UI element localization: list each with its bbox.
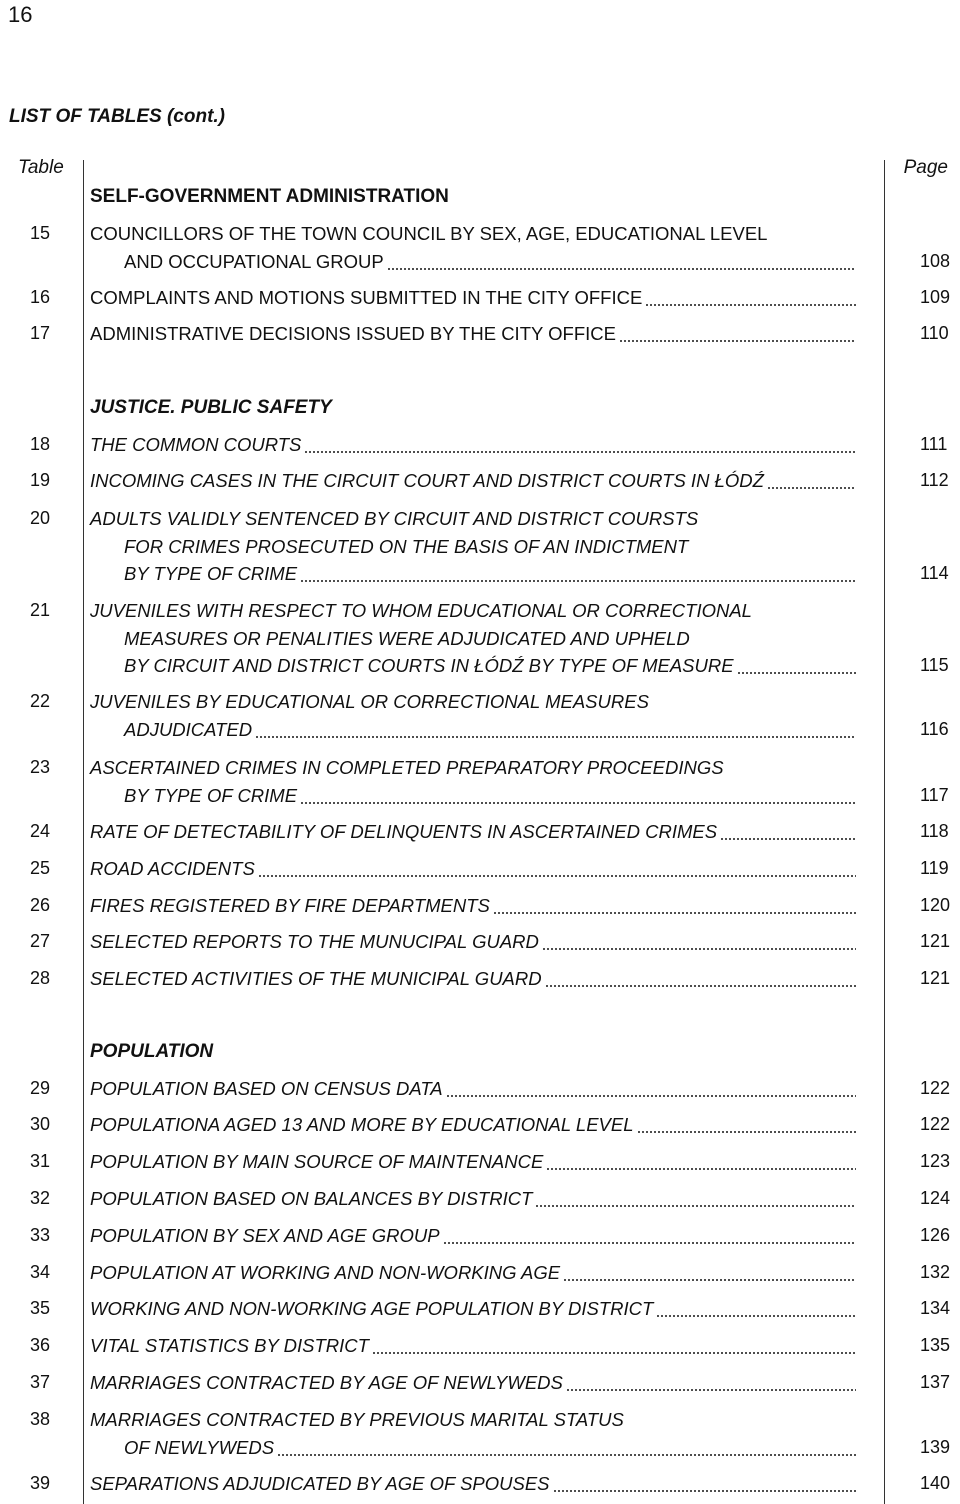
- entry-title-line[interactable]: ADJUDICATED: [124, 718, 253, 740]
- entry-title-line[interactable]: BY TYPE OF CRIME: [124, 563, 298, 584]
- table-number: 31: [30, 1151, 51, 1171]
- entry-title-line[interactable]: SELECTED REPORTS TO THE MUNUCIPAL GUARD: [90, 931, 539, 952]
- entry-title-line[interactable]: THE COMMON COURTS: [90, 434, 302, 455]
- document-title: LIST OF TABLES (cont.): [9, 106, 226, 127]
- table-number: 20: [30, 508, 51, 528]
- table-number: 27: [30, 931, 51, 951]
- section-title: POPULATION: [90, 1041, 214, 1062]
- entry-title-line[interactable]: WORKING AND NON-WORKING AGE POPULATION BY DISTRICT: [90, 1298, 654, 1319]
- page-reference[interactable]: 132: [920, 1262, 951, 1282]
- page-reference[interactable]: 124: [920, 1188, 951, 1208]
- table-number: 32: [30, 1188, 51, 1208]
- table-number: 24: [30, 821, 51, 841]
- dot-leader: [637, 1131, 856, 1133]
- entry-title-line[interactable]: ADULTS VALIDLY SENTENCED BY CIRCUIT AND DISTRICT COURSTS: [90, 508, 699, 529]
- table-number: 35: [30, 1298, 51, 1318]
- dot-leader: [277, 1454, 856, 1456]
- entry-title-line[interactable]: ROAD ACCIDENTS: [90, 858, 255, 879]
- table-number: 18: [30, 434, 51, 454]
- page-reference[interactable]: 140: [920, 1473, 951, 1493]
- dot-leader: [767, 487, 856, 489]
- entry-title-line[interactable]: COMPLAINTS AND MOTIONS SUBMITTED IN THE CITY OFFICE: [90, 287, 643, 308]
- entry-title-line[interactable]: VITAL STATISTICS BY DISTRICT: [90, 1335, 369, 1356]
- table-number: 34: [30, 1262, 51, 1282]
- table-number: 23: [30, 757, 51, 777]
- entry-title-line[interactable]: POPULATION BY SEX AND AGE GROUP: [90, 1225, 440, 1246]
- dot-leader: [645, 304, 856, 306]
- page-reference[interactable]: 112: [920, 470, 949, 490]
- entry-title-line[interactable]: JUVENILES BY EDUCATIONAL OR CORRECTIONAL MEASURES: [90, 691, 649, 712]
- page-reference[interactable]: 111: [920, 434, 948, 454]
- page-reference[interactable]: 119: [920, 858, 949, 878]
- dot-leader: [493, 912, 856, 914]
- table-number: 36: [30, 1335, 51, 1355]
- page-reference[interactable]: 110: [920, 323, 949, 343]
- page-reference[interactable]: 114: [920, 563, 949, 583]
- dot-leader: [553, 1490, 856, 1492]
- entry-title-line[interactable]: POPULATION BASED ON BALANCES BY DISTRICT: [90, 1188, 533, 1209]
- entry-title-line[interactable]: OF NEWLYWEDS: [124, 1436, 275, 1458]
- entry-title-line[interactable]: COUNCILLORS OF THE TOWN COUNCIL BY SEX, AGE, EDUCATIONAL LEVEL: [90, 223, 768, 244]
- dot-leader: [535, 1205, 856, 1207]
- dot-leader: [545, 985, 856, 987]
- entry-title-line[interactable]: MARRIAGES CONTRACTED BY AGE OF NEWLYWEDS: [90, 1372, 563, 1393]
- page-reference[interactable]: 109: [920, 287, 951, 307]
- page-reference[interactable]: 115: [920, 655, 949, 675]
- dot-leader: [300, 580, 856, 582]
- entry-title-line[interactable]: BY TYPE OF CRIME: [124, 784, 298, 806]
- table-number: 26: [30, 895, 51, 915]
- entry-title-line[interactable]: SELECTED ACTIVITIES OF THE MUNICIPAL GUARD: [90, 968, 542, 989]
- entry-title-line[interactable]: SEPARATIONS ADJUDICATED BY AGE OF SPOUSES: [90, 1473, 550, 1494]
- entry-title-line[interactable]: ADMINISTRATIVE DECISIONS ISSUED BY THE CITY OFFICE: [90, 323, 616, 344]
- dot-leader: [372, 1352, 856, 1354]
- page-reference[interactable]: 120: [920, 895, 951, 915]
- entry-title-line[interactable]: POPULATION AT WORKING AND NON-WORKING AGE: [90, 1262, 561, 1283]
- entry-title-line[interactable]: MEASURES OR PENALITIES WERE ADJUDICATED AND UPHELD: [124, 627, 690, 649]
- table-number: 22: [30, 691, 51, 711]
- dot-leader: [304, 451, 856, 453]
- dot-leader: [656, 1315, 856, 1317]
- page-reference[interactable]: 123: [920, 1151, 951, 1171]
- page-reference[interactable]: 117: [920, 784, 949, 805]
- page-reference[interactable]: 118: [920, 821, 949, 841]
- table-number: 33: [30, 1225, 51, 1245]
- dot-leader: [546, 1168, 856, 1170]
- dot-leader: [258, 875, 856, 877]
- section-title: JUSTICE. PUBLIC SAFETY: [90, 397, 332, 418]
- page-reference[interactable]: 126: [920, 1225, 951, 1245]
- table-number: 16: [30, 287, 51, 307]
- dot-leader: [446, 1095, 856, 1097]
- entry-title-line[interactable]: INCOMING CASES IN THE CIRCUIT COURT AND DISTRICT COURTS IN ŁÓDŹ: [90, 470, 764, 491]
- entry-title-line[interactable]: FOR CRIMES PROSECUTED ON THE BASIS OF AN INDICTMENT: [124, 535, 689, 557]
- page-reference[interactable]: 116: [920, 718, 949, 739]
- entry-title-line[interactable]: ASCERTAINED CRIMES IN COMPLETED PREPARATORY PROCEEDINGS: [90, 757, 724, 778]
- entry-title-line[interactable]: JUVENILES WITH RESPECT TO WHOM EDUCATIONAL OR CORRECTIONAL: [90, 600, 752, 621]
- table-number: 17: [30, 323, 51, 343]
- table-number: 15: [30, 223, 51, 243]
- page-reference[interactable]: 134: [920, 1298, 951, 1318]
- table-column-header: Table: [18, 157, 64, 178]
- dot-leader: [443, 1242, 856, 1244]
- table-number: 21: [30, 600, 51, 620]
- page-reference[interactable]: 121: [920, 931, 951, 951]
- entry-title-line[interactable]: POPULATION BASED ON CENSUS DATA: [90, 1078, 443, 1099]
- table-number: 28: [30, 968, 51, 988]
- dot-leader: [737, 672, 856, 674]
- dot-leader: [563, 1279, 856, 1281]
- dot-leader: [619, 340, 856, 342]
- table-number: 19: [30, 470, 51, 490]
- page-reference[interactable]: 135: [920, 1335, 951, 1355]
- page-reference[interactable]: 139: [920, 1436, 951, 1457]
- entry-title-line[interactable]: POPULATIONA AGED 13 AND MORE BY EDUCATIONAL LEVEL: [90, 1114, 634, 1135]
- section-title: SELF-GOVERNMENT ADMINISTRATION: [90, 186, 449, 207]
- entry-title-line[interactable]: FIRES REGISTERED BY FIRE DEPARTMENTS: [90, 895, 490, 916]
- dot-leader: [720, 838, 856, 840]
- page-number: 16: [8, 2, 33, 27]
- entry-title-line[interactable]: MARRIAGES CONTRACTED BY PREVIOUS MARITAL STATUS: [90, 1409, 624, 1430]
- dot-leader: [300, 802, 856, 804]
- table-number: 25: [30, 858, 51, 878]
- entry-title-line[interactable]: AND OCCUPATIONAL GROUP: [124, 250, 384, 272]
- entry-title-line[interactable]: BY CIRCUIT AND DISTRICT COURTS IN ŁÓDŹ BY TYPE OF MEASURE: [124, 655, 734, 676]
- table-number: 39: [30, 1473, 51, 1493]
- dot-leader: [255, 736, 856, 738]
- entry-title-line[interactable]: POPULATION BY MAIN SOURCE OF MAINTENANCE: [90, 1151, 544, 1172]
- page-reference[interactable]: 108: [920, 250, 951, 271]
- page-reference[interactable]: 137: [920, 1372, 951, 1392]
- table-number: 30: [30, 1114, 51, 1134]
- dot-leader: [387, 268, 856, 270]
- dot-leader: [542, 948, 856, 950]
- page-reference[interactable]: 122: [920, 1114, 951, 1134]
- page-reference[interactable]: 122: [920, 1078, 951, 1098]
- table-number: 37: [30, 1372, 51, 1392]
- dot-leader: [566, 1389, 856, 1391]
- entry-title-line[interactable]: RATE OF DETECTABILITY OF DELINQUENTS IN ASCERTAINED CRIMES: [90, 821, 718, 842]
- page-column-header: Page: [903, 157, 948, 178]
- table-number: 29: [30, 1078, 51, 1098]
- table-number: 38: [30, 1409, 51, 1429]
- page-reference[interactable]: 121: [920, 968, 951, 988]
